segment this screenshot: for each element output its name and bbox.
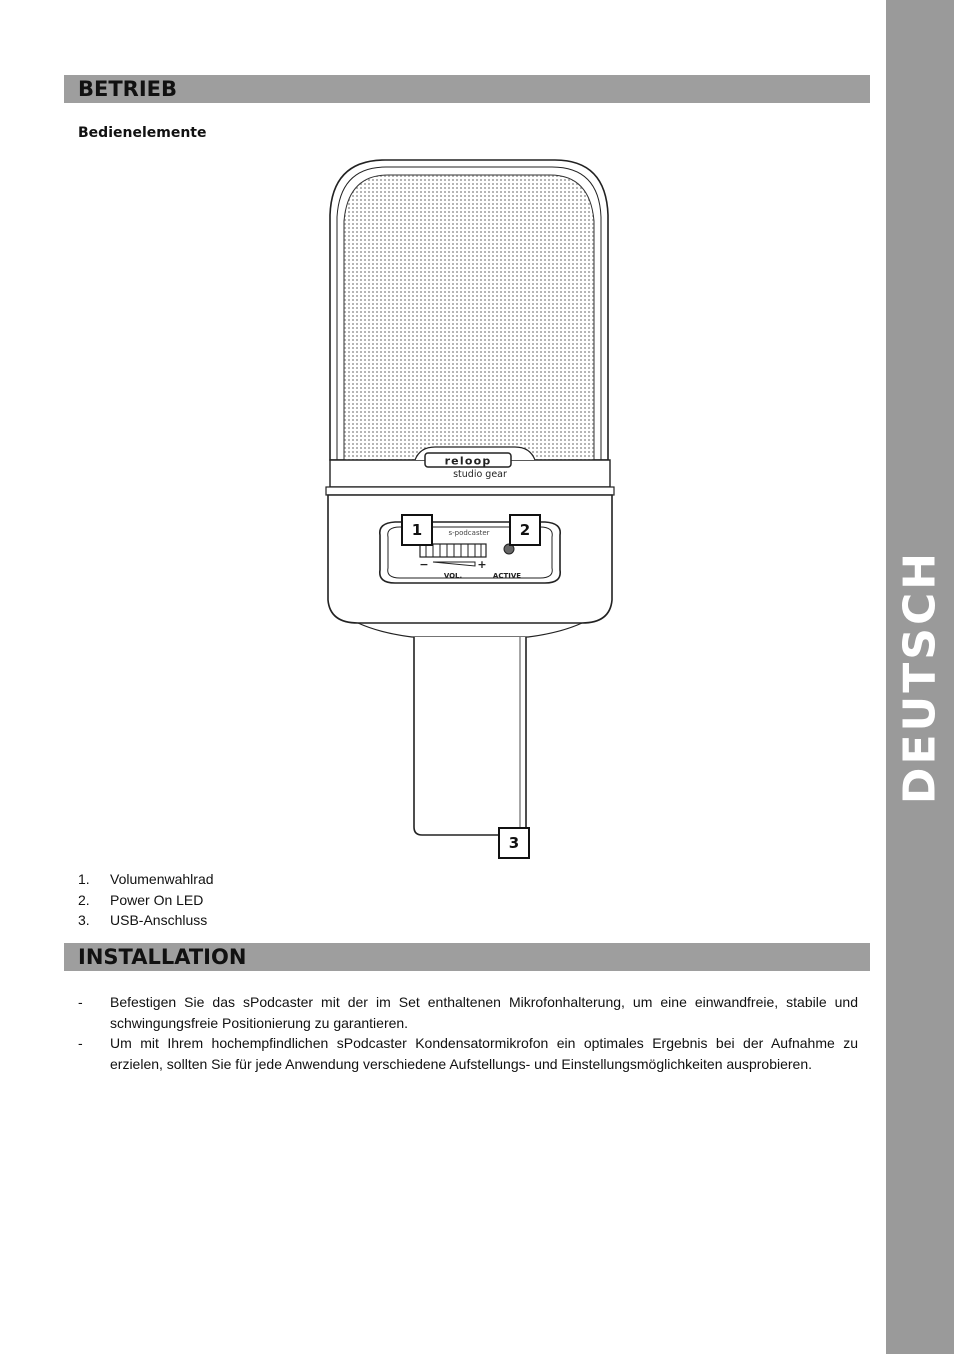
- brand-tagline-text: studio gear: [453, 469, 507, 480]
- legend-number: 1.: [78, 871, 90, 887]
- controls-subheading: Bedienelemente: [78, 125, 207, 141]
- section-title-installation: INSTALLATION: [78, 945, 247, 969]
- bullet-dash: -: [78, 994, 83, 1010]
- legend-number: 3.: [78, 912, 90, 928]
- brand-logo-text: reloop: [444, 454, 492, 468]
- section-title-operation: BETRIEB: [78, 77, 178, 101]
- legend-number: 2.: [78, 891, 90, 908]
- bullet-dash: -: [78, 1035, 83, 1051]
- bullet-item: [78, 992, 858, 1033]
- legend-text: Volumenwahlrad: [110, 871, 214, 887]
- microphone-illustration: [320, 155, 620, 845]
- bullet-item: [78, 1033, 858, 1074]
- panel-minus-text: −: [419, 558, 429, 571]
- legend-text: Power On LED: [110, 891, 204, 908]
- callout-1: 1: [401, 514, 433, 546]
- section-header-installation: [64, 943, 870, 971]
- callout-2: 2: [509, 514, 541, 546]
- mic-stem: [414, 637, 526, 835]
- bullet-text: Befestigen Sie das sPodcaster mit der im Set enthaltenen Mikrofonhalterung, um eine einwandfreie, stabile und schwingungsfreie Positionierung zu garantieren.: [110, 994, 858, 1031]
- panel-model-text: s-podcaster: [448, 529, 490, 537]
- mic-grille: [344, 175, 594, 460]
- bullet-text: Um mit Ihrem hochempfindlichen sPodcaster Kondensatormikrofon ein optimales Ergebnis bei der Aufnahme zu erzielen, sollten Sie für jede Anwendung verschiedene Aufstellungs- und Einstellungsmöglichkeiten ausprobieren.: [110, 1035, 858, 1072]
- legend-text: USB-Anschluss: [110, 912, 208, 928]
- panel-vol-label: VOL.: [443, 572, 463, 580]
- section-header-operation: [64, 75, 870, 103]
- panel-plus-text: +: [477, 558, 487, 571]
- panel-active-label: ACTIVE: [492, 572, 522, 580]
- callout-3: 3: [498, 827, 530, 859]
- language-tab-label: DEUTSCH: [894, 549, 946, 805]
- installation-bullet-list: [78, 992, 858, 1074]
